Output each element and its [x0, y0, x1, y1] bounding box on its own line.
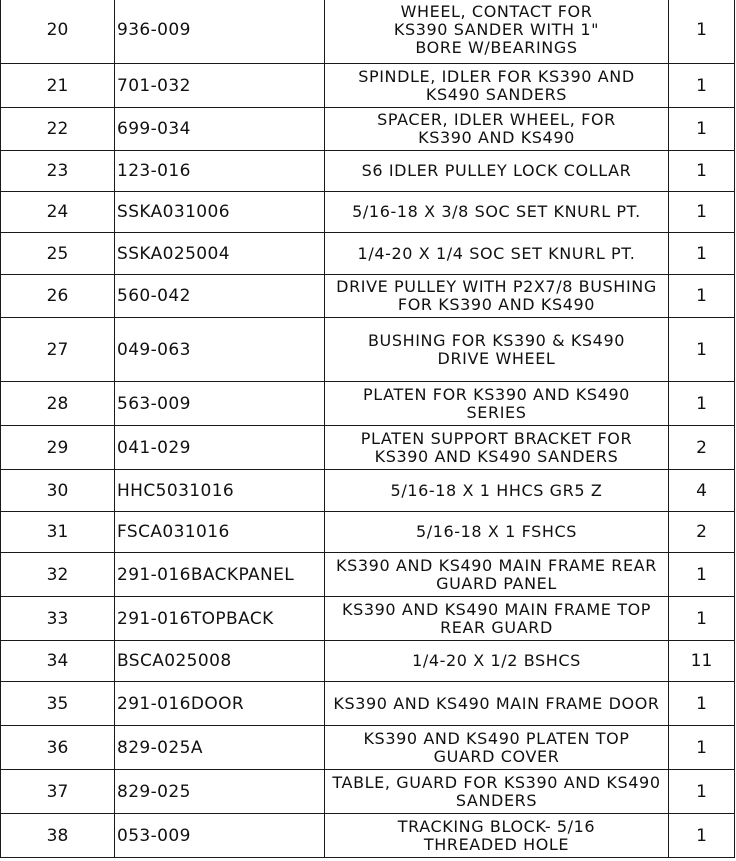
item-number-cell: 22 [1, 108, 115, 151]
description-cell [325, 682, 669, 726]
description-text: PLATEN SUPPORT BRACKET FOR KS390 AND KS490 SANDERS [360, 428, 633, 466]
description-text: WHEEL, CONTACT FOR KS390 SANDER WITH 1" BORE W/BEARINGS [393, 2, 600, 57]
item-number-cell: 34 [1, 641, 115, 682]
part-number-cell: SSKA031006 [115, 192, 325, 233]
description-cell [325, 151, 669, 192]
description-text: 1/4-20 X 1/2 BSHCS [412, 651, 581, 670]
table-row [1, 192, 735, 233]
quantity-cell: 2 [669, 426, 735, 470]
table-row [1, 641, 735, 682]
item-number-cell: 27 [1, 318, 115, 382]
table-row [1, 275, 735, 318]
table-row [1, 770, 735, 814]
description-cell [325, 770, 669, 814]
item-number-cell: 31 [1, 512, 115, 553]
description-cell [325, 192, 669, 233]
part-number-cell: 829-025 [115, 770, 325, 814]
quantity-cell: 1 [669, 553, 735, 597]
quantity-cell: 1 [669, 192, 735, 233]
item-number-cell: 28 [1, 382, 115, 426]
quantity-cell: 1 [669, 814, 735, 858]
description-cell [325, 553, 669, 597]
table-row [1, 553, 735, 597]
quantity-cell: 1 [669, 597, 735, 641]
description-cell [325, 233, 669, 275]
item-number-cell: 24 [1, 192, 115, 233]
parts-list-body [1, 0, 735, 858]
description-cell [325, 108, 669, 151]
quantity-cell: 1 [669, 318, 735, 382]
item-number-cell: 35 [1, 682, 115, 726]
part-number-cell: 701-032 [115, 64, 325, 108]
item-number-cell: 21 [1, 64, 115, 108]
description-text: SPINDLE, IDLER FOR KS390 AND KS490 SANDERS [358, 66, 635, 104]
table-row [1, 0, 735, 64]
quantity-cell: 1 [669, 682, 735, 726]
part-number-cell: 563-009 [115, 382, 325, 426]
description-cell [325, 64, 669, 108]
description-text: KS390 AND KS490 MAIN FRAME REAR GUARD PANEL [336, 555, 657, 593]
table-row [1, 108, 735, 151]
description-cell [325, 512, 669, 553]
item-number-cell: 36 [1, 726, 115, 770]
part-number-cell: 291-016BACKPANEL [115, 553, 325, 597]
description-cell [325, 597, 669, 641]
part-number-cell: SSKA025004 [115, 233, 325, 275]
table-row [1, 382, 735, 426]
description-cell [325, 426, 669, 470]
table-row [1, 814, 735, 858]
part-number-cell: 041-029 [115, 426, 325, 470]
table-row [1, 682, 735, 726]
part-number-cell: BSCA025008 [115, 641, 325, 682]
item-number-cell: 26 [1, 275, 115, 318]
part-number-cell: 049-063 [115, 318, 325, 382]
item-number-cell: 33 [1, 597, 115, 641]
table-row [1, 597, 735, 641]
item-number-cell: 32 [1, 553, 115, 597]
quantity-cell: 4 [669, 470, 735, 512]
description-cell [325, 318, 669, 382]
description-cell [325, 814, 669, 858]
description-text: TABLE, GUARD FOR KS390 AND KS490 SANDERS [332, 772, 661, 810]
part-number-cell: 699-034 [115, 108, 325, 151]
description-text: PLATEN FOR KS390 AND KS490 SERIES [363, 384, 630, 422]
description-text: DRIVE PULLEY WITH P2X7/8 BUSHING FOR KS390 AND KS490 [336, 277, 657, 314]
description-cell [325, 470, 669, 512]
quantity-cell: 1 [669, 726, 735, 770]
part-number-cell: 829-025A [115, 726, 325, 770]
description-cell [325, 275, 669, 318]
quantity-cell: 1 [669, 382, 735, 426]
quantity-cell: 1 [669, 233, 735, 275]
part-number-cell: FSCA031016 [115, 512, 325, 553]
part-number-cell: 053-009 [115, 814, 325, 858]
part-number-cell: 123-016 [115, 151, 325, 192]
part-number-cell: 936-009 [115, 0, 325, 64]
table-row [1, 726, 735, 770]
table-row [1, 151, 735, 192]
description-text: 1/4-20 X 1/4 SOC SET KNURL PT. [357, 243, 636, 263]
item-number-cell: 38 [1, 814, 115, 858]
table-row [1, 512, 735, 553]
description-text: KS390 AND KS490 MAIN FRAME TOP REAR GUARD [341, 599, 652, 637]
quantity-cell: 1 [669, 0, 735, 64]
quantity-cell: 1 [669, 64, 735, 108]
item-number-cell: 23 [1, 151, 115, 192]
description-cell [325, 382, 669, 426]
description-text: BUSHING FOR KS390 & KS490 DRIVE WHEEL [367, 330, 626, 368]
table-row [1, 470, 735, 512]
part-number-cell: HHC5031016 [115, 470, 325, 512]
part-number-cell: 291-016DOOR [115, 682, 325, 726]
item-number-cell: 20 [1, 0, 115, 64]
description-text: 5/16-18 X 3/8 SOC SET KNURL PT. [352, 202, 641, 221]
description-text: TRACKING BLOCK- 5/16 THREADED HOLE [397, 816, 596, 854]
part-number-cell: 560-042 [115, 275, 325, 318]
description-cell [325, 0, 669, 64]
quantity-cell: 1 [669, 275, 735, 318]
description-cell [325, 726, 669, 770]
description-text: KS390 AND KS490 PLATEN TOP GUARD COVER [363, 728, 630, 766]
quantity-cell: 1 [669, 108, 735, 151]
description-text: S6 IDLER PULLEY LOCK COLLAR [361, 161, 632, 180]
part-number-cell: 291-016TOPBACK [115, 597, 325, 641]
quantity-cell: 1 [669, 151, 735, 192]
description-text: 5/16-18 X 1 HHCS GR5 Z [390, 480, 603, 500]
table-row [1, 64, 735, 108]
table-row [1, 233, 735, 275]
description-text: 5/16-18 X 1 FSHCS [415, 522, 578, 541]
quantity-cell: 11 [669, 641, 735, 682]
item-number-cell: 30 [1, 470, 115, 512]
quantity-cell: 1 [669, 770, 735, 814]
item-number-cell: 25 [1, 233, 115, 275]
description-cell [325, 641, 669, 682]
description-text: KS390 AND KS490 MAIN FRAME DOOR [333, 693, 660, 713]
item-number-cell: 37 [1, 770, 115, 814]
quantity-cell: 2 [669, 512, 735, 553]
item-number-cell: 29 [1, 426, 115, 470]
table-row [1, 318, 735, 382]
table-row [1, 426, 735, 470]
description-text: SPACER, IDLER WHEEL, FOR KS390 AND KS490 [377, 110, 616, 147]
